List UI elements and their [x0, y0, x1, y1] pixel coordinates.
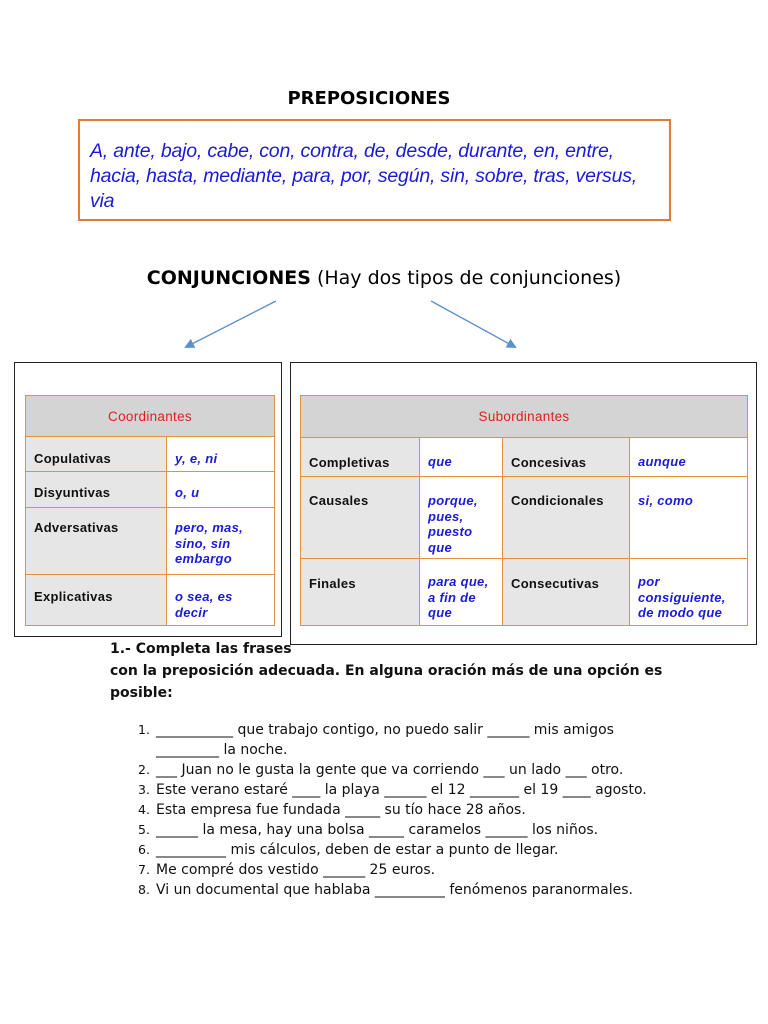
- sub-value-condicionales: si, como: [630, 477, 748, 559]
- exercise-title-line1: 1.- Completa las frases: [110, 641, 292, 657]
- coord-label-copulativas: Copulativas: [26, 437, 167, 472]
- exercise-item: [138, 840, 668, 860]
- coord-value-adversativas: pero, mas, sino, sin embargo: [167, 508, 275, 575]
- exercise-item-number: 4.: [138, 802, 150, 817]
- coordinantes-table: [25, 395, 275, 626]
- subordinantes-table: [300, 395, 748, 626]
- exercise-item-number: 3.: [138, 782, 150, 797]
- arrow-right: [431, 301, 515, 347]
- exercise-item-number: 2.: [138, 762, 150, 777]
- subordinantes-header: Subordinantes: [301, 396, 748, 438]
- exercise-item-number: 5.: [138, 822, 150, 837]
- exercise-item: [138, 860, 668, 880]
- coord-value-copulativas: y, e, ni: [167, 437, 275, 472]
- exercise-item-text: Esta empresa fue fundada _____ su tío hace 28 años.: [156, 802, 526, 818]
- exercise-item-text: Este verano estaré ____ la playa ______ el 12 _______ el 19 ____ agosto.: [156, 782, 647, 798]
- exercise-item-text: Vi un documental que hablaba __________ fenómenos paranormales.: [156, 882, 633, 898]
- coordinantes-header: Coordinantes: [26, 396, 275, 437]
- coord-value-explicativas: o sea, es decir: [167, 575, 275, 626]
- exercise-item-text: __________ mis cálculos, deben de estar a punto de llegar.: [156, 842, 559, 858]
- exercise-item: [138, 720, 668, 760]
- exercise-list: [138, 720, 668, 900]
- coord-value-disyuntivas: o, u: [167, 472, 275, 508]
- exercise-item-number: 8.: [138, 882, 150, 897]
- sub-label-concesivas: Concesivas: [503, 438, 630, 477]
- sub-value-completivas: que: [420, 438, 503, 477]
- sub-label-causales: Causales: [301, 477, 420, 559]
- conjunciones-title-bold: CONJUNCIONES: [146, 267, 311, 289]
- exercise-item-text: ______ la mesa, hay una bolsa _____ caramelos ______ los niños.: [156, 822, 599, 838]
- coord-label-explicativas: Explicativas: [26, 575, 167, 626]
- exercise-item: [138, 880, 668, 900]
- sub-label-finales: Finales: [301, 559, 420, 626]
- preposiciones-list: A, ante, bajo, cabe, con, contra, de, desde, durante, en, entre, hacia, hasta, mediante, para, por, según, sin, sobre, tras, versus, via: [90, 140, 637, 212]
- exercise-item: [138, 760, 668, 780]
- exercise-item-text: Me compré dos vestido ______ 25 euros.: [156, 862, 436, 878]
- sub-value-concesivas: aunque: [630, 438, 748, 477]
- sub-label-completivas: Completivas: [301, 438, 420, 477]
- coord-label-adversativas: Adversativas: [26, 508, 167, 575]
- arrow-left: [186, 301, 276, 347]
- conjunciones-title-rest: (Hay dos tipos de conjunciones): [310, 267, 622, 289]
- coord-label-disyuntivas: Disyuntivas: [26, 472, 167, 508]
- exercise-item-number: 7.: [138, 862, 150, 877]
- sub-value-consecutivas: por consiguiente, de modo que: [630, 559, 748, 626]
- sub-value-causales: porque, pues, puesto que: [420, 477, 503, 559]
- preposiciones-title: PREPOSICIONES: [287, 88, 451, 109]
- exercise-item-text: ___ Juan no le gusta la gente que va corriendo ___ un lado ___ otro.: [156, 762, 624, 778]
- exercise-item-number: 6.: [138, 842, 150, 857]
- exercise-title: [110, 638, 670, 704]
- exercise-item-text: ___________ que trabajo contigo, no puedo salir ______ mis amigos _________ la noche.: [156, 722, 614, 758]
- exercise-item: [138, 820, 668, 840]
- sub-label-consecutivas: Consecutivas: [503, 559, 630, 626]
- exercise-item-number: 1.: [138, 722, 150, 737]
- exercise-item: [138, 780, 668, 800]
- sub-label-condicionales: Condicionales: [503, 477, 630, 559]
- exercise-item: [138, 800, 668, 820]
- arrows-diagram: [0, 0, 768, 360]
- exercise-title-line2: con la preposición adecuada. En alguna oración más de una opción es posible:: [110, 663, 663, 701]
- sub-value-finales: para que, a fin de que: [420, 559, 503, 626]
